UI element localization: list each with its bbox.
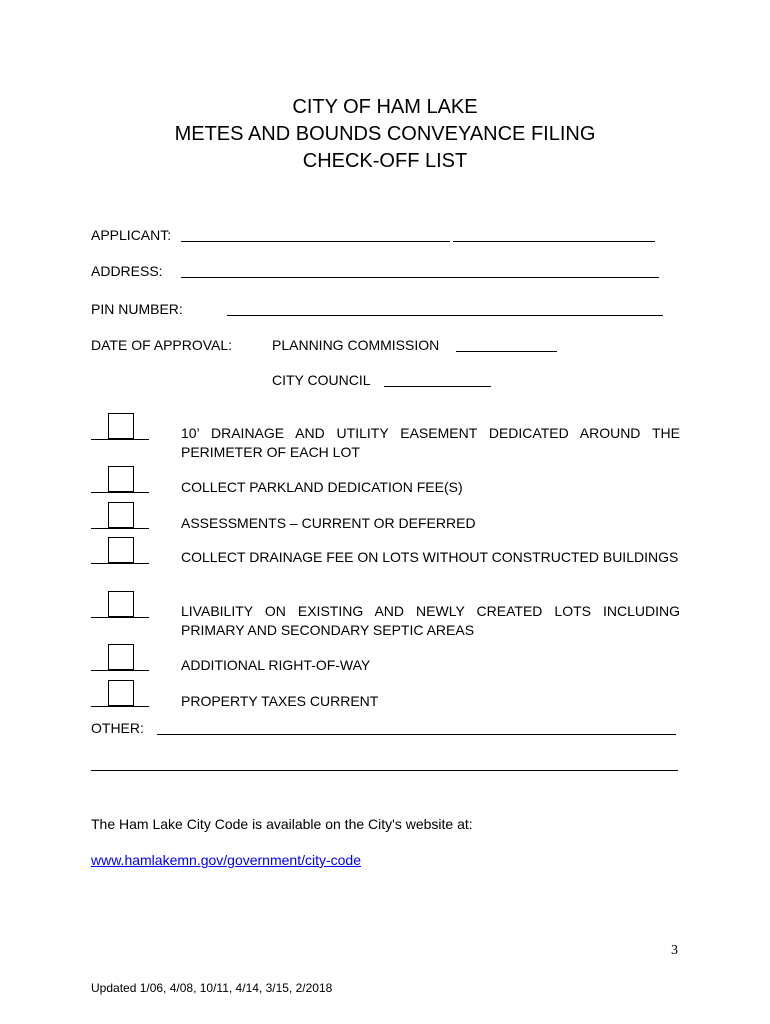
city-code-link[interactable]: www.hamlakemn.gov/government/city-code: [91, 852, 362, 868]
checkbox-line: [91, 670, 149, 671]
checkbox[interactable]: [108, 644, 134, 670]
pin-label: PIN NUMBER:: [91, 301, 183, 317]
checkbox-line: [91, 492, 149, 493]
checkbox[interactable]: [108, 537, 134, 563]
applicant-field-2[interactable]: [453, 241, 655, 242]
checkbox-line: [91, 528, 149, 529]
checkbox[interactable]: [108, 502, 134, 528]
checkbox[interactable]: [108, 591, 134, 617]
city-code-note: The Ham Lake City Code is available on the City's website at:: [91, 816, 473, 832]
address-label: ADDRESS:: [91, 263, 163, 279]
other-field-1[interactable]: [157, 734, 676, 735]
other-field-2[interactable]: [91, 770, 678, 771]
page-number: 3: [671, 943, 678, 958]
checkbox-line: [91, 439, 149, 440]
checkbox[interactable]: [108, 680, 134, 706]
checklist-item-right-of-way: ADDITIONAL RIGHT-OF-WAY: [181, 657, 371, 673]
city-council-field[interactable]: [384, 386, 491, 387]
checkbox-line: [91, 617, 149, 618]
planning-commission-field[interactable]: [456, 351, 557, 352]
checklist-item-parkland: COLLECT PARKLAND DEDICATION FEE(S): [181, 479, 463, 495]
planning-commission-label: PLANNING COMMISSION: [272, 337, 440, 353]
page-title-line2: METES AND BOUNDS CONVEYANCE FILING: [174, 123, 596, 145]
address-field[interactable]: [181, 277, 659, 278]
checklist-item-property-taxes: PROPERTY TAXES CURRENT: [181, 693, 379, 709]
date-of-approval-label: DATE OF APPROVAL:: [91, 337, 233, 353]
checkbox-line: [91, 563, 149, 564]
pin-field[interactable]: [227, 315, 663, 316]
applicant-field-1[interactable]: [181, 241, 450, 242]
checklist-item-livability: LIVABILITY ON EXISTING AND NEWLY CREATED LOTS INCLUDING PRIMARY AND SECONDARY SEPTIC AREAS: [181, 603, 680, 638]
city-council-label: CITY COUNCIL: [272, 372, 371, 388]
checklist-item-drainage-fee: COLLECT DRAINAGE FEE ON LOTS WITHOUT CONSTRUCTED BUILDINGS: [181, 549, 679, 565]
checkbox-line: [91, 706, 149, 707]
page-title-line1: CITY OF HAM LAKE: [292, 96, 478, 118]
checklist-item-assessments: ASSESSMENTS – CURRENT OR DEFERRED: [181, 515, 476, 531]
checkbox[interactable]: [108, 466, 134, 492]
applicant-label: APPLICANT:: [91, 227, 172, 243]
checkbox[interactable]: [108, 413, 134, 439]
footer-updated: Updated 1/06, 4/08, 10/11, 4/14, 3/15, 2/2018: [91, 981, 333, 995]
other-label: OTHER:: [91, 720, 144, 736]
page-title-line3: CHECK-OFF LIST: [302, 150, 468, 172]
checklist-item-easement: 10’ DRAINAGE AND UTILITY EASEMENT DEDICATED AROUND THE PERIMETER OF EACH LOT: [181, 425, 680, 460]
